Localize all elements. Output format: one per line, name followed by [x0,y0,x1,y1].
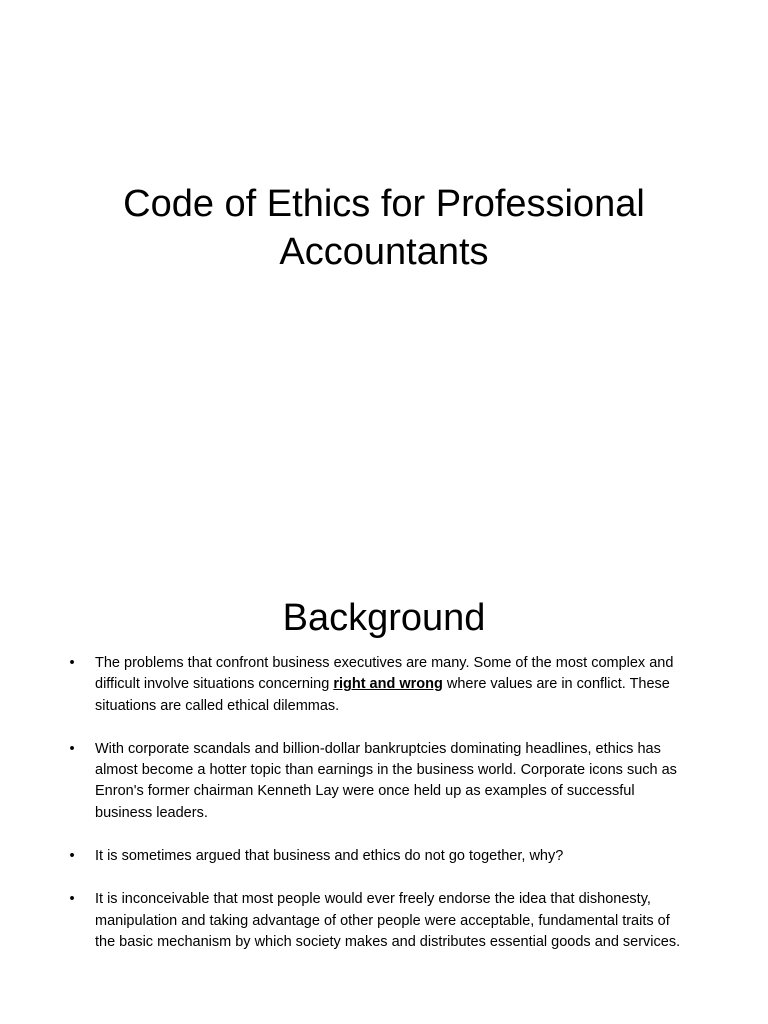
bullet-item [0,889,768,953]
slide-title-line-1: Code of Ethics for Professional [123,183,645,225]
bullet-emphasis: right and wrong [333,676,443,693]
bullet-item [0,846,768,867]
slide-title [40,180,728,276]
bullet-item [0,739,768,824]
bullet-text-part: where values are in conflict. These situations are called ethical dilemmas. [95,676,670,714]
background-slide [0,576,768,1024]
bullet-text: It is sometimes argued that business and ethics do not go together, why? [95,848,564,865]
bullet-point-icon: • [69,740,75,757]
section-title: Background [282,597,486,639]
bullet-item [0,653,768,717]
bullet-list [0,653,768,953]
slide-title-line-2: Accountants [279,231,489,273]
bullet-point-icon: • [69,891,75,908]
bullet-point-icon: • [69,848,75,865]
bullet-point-icon: • [69,655,75,671]
bullet-text: With corporate scandals and billion-dollar bankruptcies dominating headlines, ethics has almost become a hotter topic than earnings in the business world. Corporate icons such as Enron's former chairman Kenneth Lay were once held up as examples of successful business leaders. [95,740,677,821]
bullet-text: It is inconceivable that most people would ever freely endorse the idea that dishonesty, manipulation and taking advantage of other people were acceptable, fundamental traits of the basic mechanism by which society makes and distributes essential goods and services. [95,891,681,950]
bullet-text-part: The problems that confront business executives are many. Some of the most complex and difficult involve situations concerning [95,655,674,693]
